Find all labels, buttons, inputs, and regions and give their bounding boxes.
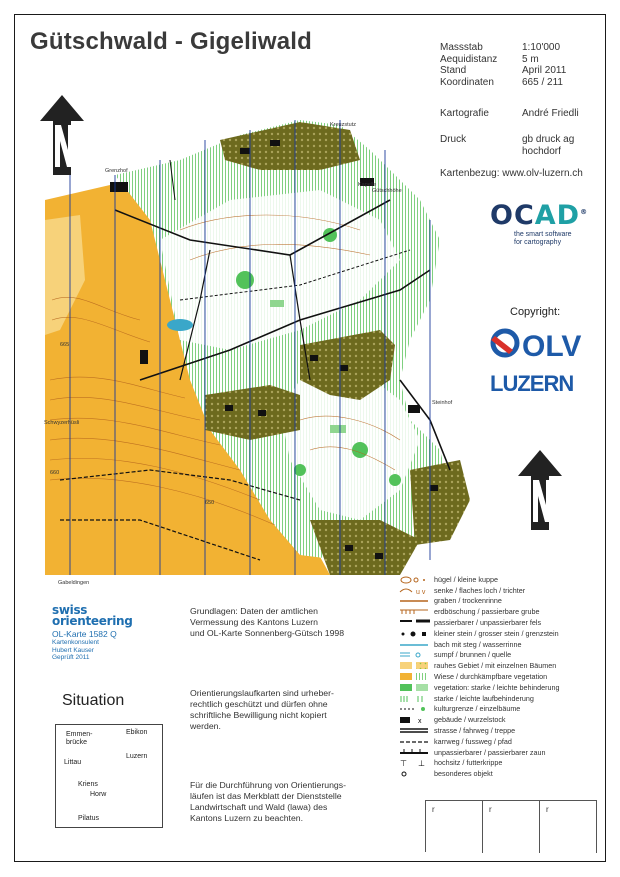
ocad-tagline-1: the smart software [514,231,572,238]
legend-item: sumpf / brunnen / quelle [398,650,588,661]
svg-text:x: x [418,718,422,725]
situation-label-littau: Littau [64,759,82,766]
info-value: 1:10'000 [522,42,561,53]
legend-item: karrweg / fussweg / pfad [398,736,588,747]
label-kapelle: Kapelle [358,182,377,188]
label-steinhof: Steinhof [432,400,453,406]
road-icon [398,726,434,735]
legend-item: unpassierbarer / passierbarer zaun [398,747,588,758]
legend-item: besonderes objekt [398,768,588,779]
info-value: 665 / 211 [522,76,563,88]
settlement-north [220,122,360,170]
legend-item: u v senke / flaches loch / trichter [398,585,588,596]
info-value: April 2011 [522,65,567,76]
label-height-650: 650 [205,500,215,506]
legend-item: kleiner stein / grosser stein / grenzstein [398,628,588,639]
situation-label-emmenbruecke-2: brücke [66,739,88,746]
cartography-info [440,108,602,120]
copyright-notice: Orientierungslaufkarten sind urheber- rechtlich geschützt und dürfen ohne schriftliche Bewilligung nicht kopiert werden. [190,688,334,731]
legend-item: rauhes Gebiet / mit einzelnen Bäumen [398,660,588,671]
settlement-southeast [410,460,470,545]
veg-patch [270,300,284,307]
legend-item: passierbarer / unpassierbarer fels [398,617,588,628]
lawa-notice: Für die Durchführung von Orientierungs- läufen ist das Merkblatt der Dienststelle Landwirtschaft und Wald (lawa) des Kantons Luzern zu beachten. [190,780,346,823]
legend-item: kulturgrenze / einzelbäume [398,704,588,715]
print-value-2: hochdorf [522,146,561,157]
north-arrow-icon [518,450,562,530]
swiss-word: swiss [52,603,88,617]
situation-label-ebikon: Ebikon [126,729,148,736]
label-schwyzerhusli: Schwyzerhüsli [44,420,80,426]
north-arrow-icon [40,95,84,175]
swiss-orienteering-logo [52,605,133,662]
signature-cell: r [483,801,540,853]
signature-boxes [425,800,597,852]
label-kreuzstutz: Kreuzstutz [330,122,356,128]
path-icon [398,737,434,746]
info-label: Aequidistanz [440,53,498,65]
svg-text:⊤: ⊤ [400,759,407,768]
hill-icon [398,575,434,584]
label-height-660: 660 [50,470,60,476]
info-row-scale [440,42,602,54]
signature-cell: r [540,801,597,853]
legend-item: starke / leichte laufbehinderung [398,693,588,704]
info-label: Massstab [440,42,483,53]
ocad-logo [490,200,590,247]
info-value: 5 m [522,53,539,65]
veg-patch [352,442,368,458]
situation-label-horw: Horw [90,791,107,798]
meadow-icon [398,672,434,681]
veg-patch [236,271,254,289]
map-title: Gütschwald - Gigeliwald [30,28,312,55]
print-label: Druck [440,134,467,145]
veg-patch [294,464,306,476]
marsh-icon [398,650,434,659]
checked-date: Geprüft 2011 [52,654,90,661]
depression-icon [398,586,434,595]
situation-label-kriens: Kriens [78,781,98,788]
olv-luzern-wordmark: LUZERN [490,371,574,396]
map-source-link[interactable]: Kartenbezug: www.olv-luzern.ch [440,168,583,179]
legend-item: bach mit steg / wasserrinne [398,639,588,650]
cliff-icon [398,618,434,627]
stream-icon [398,640,434,649]
legend-item: Wiese / durchkämpfbare vegetation [398,671,588,682]
info-label: Koordinaten [440,76,494,88]
copyright-label: Copyright: [510,306,561,318]
situation-label-emmenbruecke: Emmen- [66,731,93,738]
consultant-name: Hubert Kauser [52,646,94,654]
info-label: Stand [440,65,467,76]
cultivation-icon [398,704,434,713]
olv-logo [490,330,581,396]
ditch-icon [398,596,434,605]
stone-icon [398,629,434,638]
special-object-icon [398,769,434,778]
info-row-coordinates [440,77,602,89]
situation-heading: Situation [62,692,125,709]
building-icon [398,715,434,724]
print-value-1: gb druck ag [522,134,575,145]
situation-label-luzern: Luzern [126,753,148,760]
svg-text:u v: u v [416,588,426,595]
svg-text:⊥: ⊥ [418,759,425,768]
olv-wordmark: OLV [522,330,582,363]
legend-item: strasse / fahrweg / treppe [398,725,588,736]
label-grenzhof: Grenzhof [105,168,128,174]
info-row-date [440,65,602,77]
runnability-icon [398,694,434,703]
info-row-equidistance [440,54,602,66]
signature-cell: r [426,801,483,853]
pond [167,319,193,331]
fence-icon [398,748,434,757]
orienteering-word: orienteering [52,614,133,628]
grundlagen-text: Grundlagen: Daten der amtlichen Vermessung des Kantons Luzern und OL-Karte Sonnenberg-Gütsch 1998 [190,606,345,638]
cartography-label: Kartografie [440,108,489,119]
map-legend [398,574,588,779]
legend-item: x gebäude / wurzelstock [398,714,588,725]
ocad-tagline-2: for cartography [514,239,562,246]
legend-item: hügel / kleine kuppe [398,574,588,585]
situation-box [55,724,163,828]
veg-patch [330,425,346,433]
label-guetschhoehe: Gütschhöhe [372,188,402,194]
print-info [440,134,602,158]
high-seat-icon [398,758,434,767]
vegetation-icon [398,683,434,692]
ocad-wordmark: OCAD® [490,200,589,231]
cartography-value: André Friedli [522,108,579,119]
label-height-665: 665 [60,342,70,348]
legend-item: vegetation: starke / leichte behinderung [398,682,588,693]
label-gabeldingen: Gabeldingen [58,580,90,586]
legend-item: erdböschung / passierbare grube [398,606,588,617]
situation-label-pilatus: Pilatus [78,815,100,822]
earthbank-icon [398,607,434,616]
map-info-table [440,42,602,88]
veg-patch [389,474,401,486]
settlement-mid [205,385,300,440]
rough-open-icon [398,661,434,670]
legend-item: graben / trockenrinne [398,596,588,607]
consultant-label: Kartenkonsulent [52,639,99,646]
ol-karte-number: OL-Karte 1582 Q [52,629,117,639]
legend-item: ⊤ ⊥ hochsitz / futterkrippe [400,758,503,768]
